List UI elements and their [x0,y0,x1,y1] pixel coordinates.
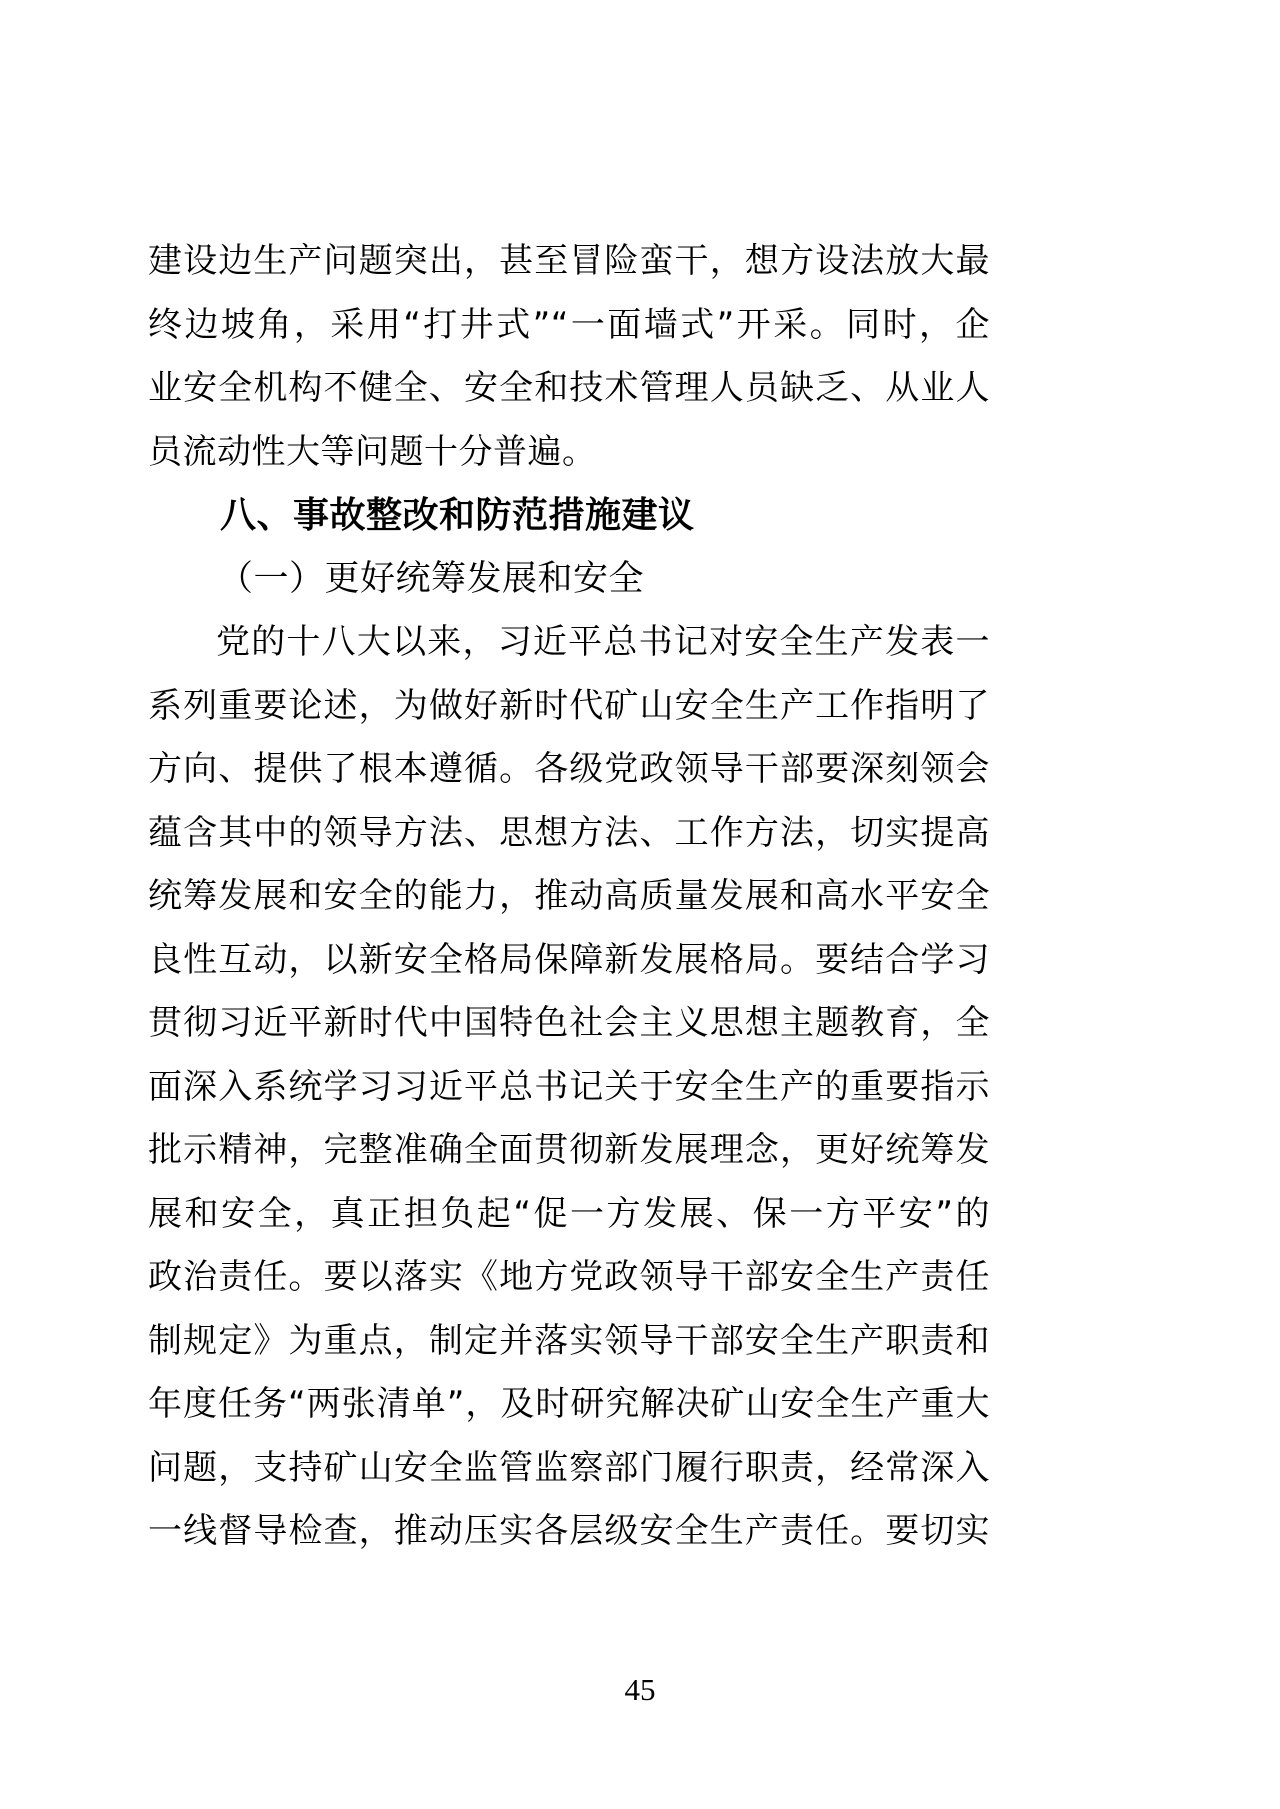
text-line: 系列重要论述，为做好新时代矿山安全生产工作指明了 [148,685,990,726]
text-block [148,230,990,1564]
text-line: 展和安全，真正担负起“促一方发展、保一方平安”的 [148,1193,990,1234]
text-line: 方向、提供了根本遵循。各级党政领导干部要深刻领会 [148,749,990,789]
text-line: 建设边生产问题突出，甚至冒险蛮干，想方设法放大最 [148,241,990,281]
page-number: 45 [624,1672,656,1707]
text-line: 统筹发展和安全的能力，推动高质量发展和高水平安全 [148,876,990,916]
text-line: 批示精神，完整准确全面贯彻新发展理念，更好统筹发 [148,1130,990,1170]
text-line: 终边坡角，采用“打井式”“一面墙式”开采。同时，企 [148,304,990,345]
paragraph-main [148,611,990,1564]
section-heading: 八、事故整改和防范措施建议 [220,495,695,536]
text-line: 问题，支持矿山安全监管监察部门履行职责，经常深入 [148,1447,990,1488]
text-line: 业安全机构不健全、安全和技术管理人员缺乏、从业人 [148,368,990,408]
text-line: 政治责任。要以落实《地方党政领导干部安全生产责任 [148,1257,990,1297]
text-line: 良性互动，以新安全格局保障新发展格局。要结合学习 [148,939,990,980]
text-line: 年度任务“两张清单”，及时研究解决矿山安全生产重大 [148,1384,990,1424]
text-line: 党的十八大以来，习近平总书记对安全生产发表一 [216,622,990,662]
text-line: 蕴含其中的领导方法、思想方法、工作方法，切实提高 [148,812,990,853]
text-line: 制规定》为重点，制定并落实领导干部安全生产职责和 [148,1320,990,1361]
text-line: 员流动性大等问题十分普遍。 [148,431,597,472]
text-line: 面深入系统学习习近平总书记关于安全生产的重要指示 [148,1066,990,1107]
text-line: 贯彻习近平新时代中国特色社会主义思想主题教育，全 [148,1003,990,1043]
subsection-heading: （一）更好统筹发展和安全 [218,558,645,599]
paragraph-continued [148,230,990,484]
text-line: 一线督导检查，推动压实各层级安全生产责任。要切实 [148,1511,990,1551]
